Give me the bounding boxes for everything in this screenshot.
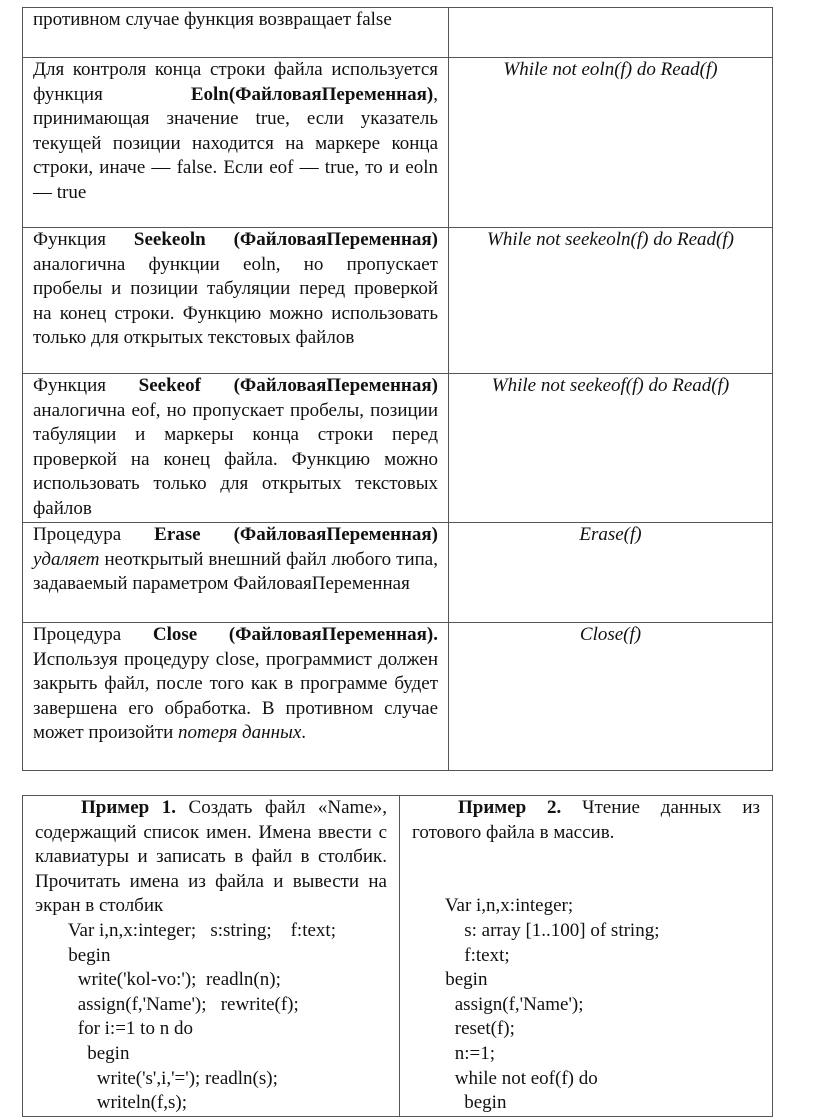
description-cell bbox=[23, 374, 449, 523]
code-line: write('s',i,'='); readln(s); bbox=[35, 1067, 278, 1089]
description-cell bbox=[23, 623, 449, 771]
code-line bbox=[412, 870, 760, 895]
file-functions-table bbox=[22, 7, 773, 771]
text-run: Функция bbox=[33, 375, 139, 396]
text-run: . bbox=[301, 722, 307, 744]
example-code-text: While not seekeoln(f) do Read(f) bbox=[487, 229, 734, 250]
example-2-intro bbox=[412, 796, 760, 845]
example-1-intro bbox=[35, 796, 387, 919]
description-cell bbox=[23, 523, 449, 623]
example-code-cell bbox=[449, 8, 773, 58]
table-row bbox=[23, 228, 773, 374]
code-line: begin bbox=[35, 944, 111, 966]
code-line bbox=[412, 845, 760, 870]
text-run: Процедура bbox=[33, 524, 155, 545]
italic-term: удаляет bbox=[33, 548, 100, 570]
description-text bbox=[33, 58, 438, 206]
table-row bbox=[23, 623, 773, 771]
bold-term: Close (ФайловаяПеременная). bbox=[152, 624, 438, 645]
code-line: writeln(f,s); bbox=[35, 1092, 187, 1114]
text-run: Для контроля конца строки файла используется функция bbox=[33, 59, 438, 105]
text-run: , принимающая значение true, если указатель текущей позиции находится на маркере конца строки, иначе — false. Если eof — true, то и eoln — true bbox=[33, 83, 438, 203]
table-row bbox=[23, 58, 773, 228]
examples-table bbox=[22, 795, 773, 1117]
example-code-text: Erase(f) bbox=[579, 524, 642, 545]
bold-term: Eoln(ФайловаяПеременная) bbox=[190, 83, 434, 105]
bold-term: Пример 1. bbox=[81, 797, 177, 818]
description-text bbox=[33, 228, 438, 351]
example-code-cell bbox=[449, 58, 773, 228]
code-line: Var i,n,x:integer; bbox=[412, 895, 574, 917]
example-2-cell bbox=[400, 796, 773, 1117]
code-line: s: array [1..100] of string; bbox=[412, 919, 660, 941]
example-code-text: Close(f) bbox=[579, 624, 642, 645]
text-run: аналогична функции eoln, но пропускает пробелы и позиции табуляции перед проверкой на конец строки. Функцию можно использовать только для открытых текстовых файлов bbox=[33, 253, 438, 349]
code-line: f:text; bbox=[412, 944, 510, 966]
description-cell bbox=[23, 58, 449, 228]
text-run: аналогична eof, но пропускает пробелы, позиции табуляции и маркеры конца строки перед проверкой на конец файла. Функцию можно использовать только для открытых текстовых файлов bbox=[33, 399, 438, 519]
example-code-text: While not seekeof(f) do Read(f) bbox=[491, 375, 730, 396]
code-line: write('kol-vo:'); readln(n); bbox=[35, 969, 281, 991]
example-1-cell bbox=[23, 796, 400, 1117]
code-line: assign(f,'Name'); bbox=[412, 993, 584, 1015]
code-line: begin bbox=[412, 1092, 507, 1114]
code-line: begin bbox=[412, 969, 488, 991]
example-2-code bbox=[412, 845, 760, 1116]
text-run: Процедура bbox=[33, 624, 153, 645]
table-row bbox=[23, 374, 773, 523]
code-line: assign(f,'Name'); rewrite(f); bbox=[35, 993, 299, 1015]
bold-term: Seekeof (ФайловаяПеременная) bbox=[138, 375, 438, 396]
table-row bbox=[23, 8, 773, 58]
example-code-cell bbox=[449, 374, 773, 523]
code-line: while not eof(f) do bbox=[412, 1067, 598, 1089]
text-run: Используя процедуру close, программист должен закрыть файл, после того как в программе будет завершена его обработка. В противном случае может произойти bbox=[33, 648, 438, 744]
example-1-code bbox=[35, 919, 387, 1116]
table-row bbox=[23, 523, 773, 623]
text-run: противном случае функция возвращает false bbox=[33, 9, 392, 30]
code-line: reset(f); bbox=[412, 1018, 515, 1040]
text-run: Создать файл «Name», содержащий список имен. Имена ввести с клавиатуры и записать в файл в столбик. Прочитать имена из файла и вывести на экран в столбик bbox=[35, 797, 387, 917]
description-text bbox=[33, 523, 438, 597]
bold-term: Пример 2. bbox=[458, 797, 562, 818]
code-line: n:=1; bbox=[412, 1042, 496, 1064]
example-code-cell bbox=[449, 523, 773, 623]
description-cell bbox=[23, 228, 449, 374]
description-text bbox=[33, 8, 438, 33]
code-line: begin bbox=[35, 1042, 130, 1064]
description-text bbox=[33, 374, 438, 522]
description-text bbox=[33, 623, 438, 746]
example-code-text: While not eoln(f) do Read(f) bbox=[503, 59, 718, 80]
code-line: for i:=1 to n do bbox=[35, 1018, 193, 1040]
text-run: Функция bbox=[33, 229, 134, 250]
description-cell bbox=[23, 8, 449, 58]
bold-term: Erase (ФайловаяПеременная) bbox=[154, 524, 439, 545]
examples-row bbox=[23, 796, 773, 1117]
bold-term: Seekeoln (ФайловаяПеременная) bbox=[133, 229, 438, 250]
example-code-cell bbox=[449, 228, 773, 374]
example-code-cell bbox=[449, 623, 773, 771]
italic-term: потеря данных bbox=[178, 722, 302, 744]
text-run: неоткрытый внешний файл любого типа, задаваемый параметром ФайловаяПеременная bbox=[33, 548, 438, 595]
text-run: Чтение данных из готового файла в массив. bbox=[412, 797, 760, 843]
code-line: Var i,n,x:integer; s:string; f:text; bbox=[35, 919, 336, 941]
